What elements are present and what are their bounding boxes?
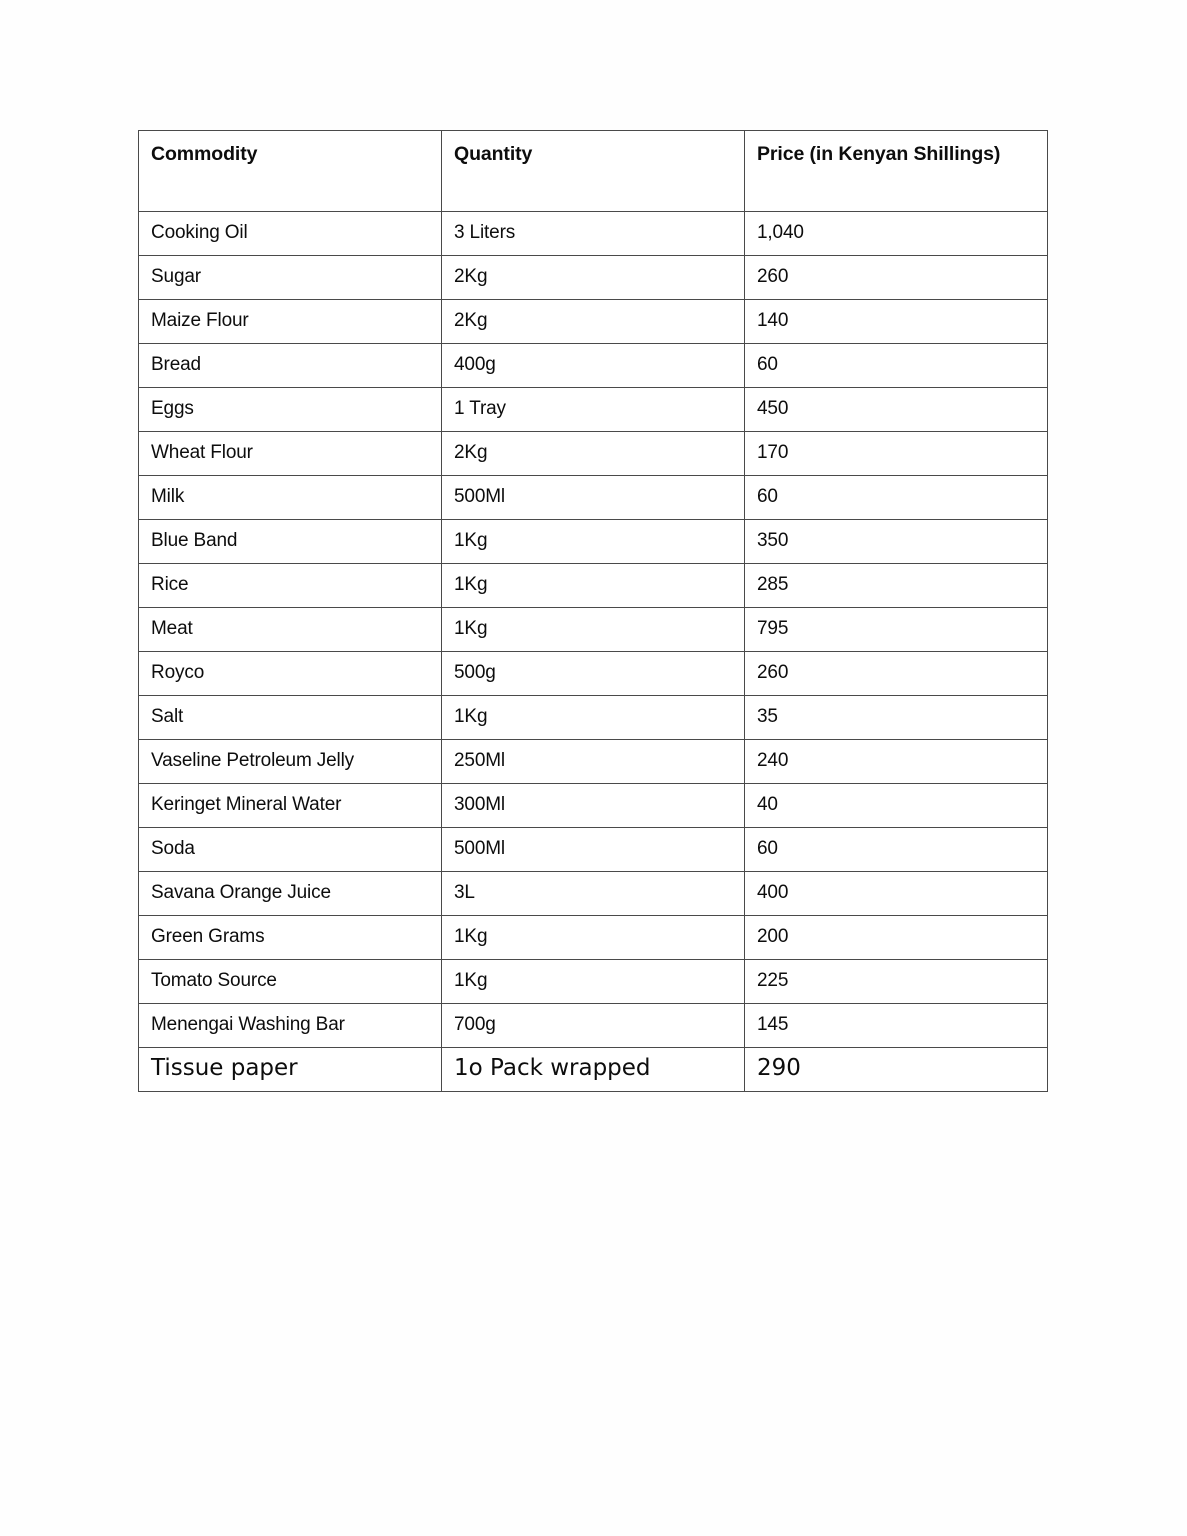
cell-commodity: [139, 344, 442, 388]
cell-price: [745, 212, 1048, 256]
cell-quantity: [442, 608, 745, 652]
cell-commodity: [139, 432, 442, 476]
cell-price: [745, 828, 1048, 872]
cell-quantity-text: 1Kg: [454, 574, 488, 595]
cell-commodity: [139, 784, 442, 828]
cell-quantity: [442, 828, 745, 872]
cell-quantity: [442, 1004, 745, 1048]
cell-quantity-text: 500Ml: [454, 486, 505, 507]
cell-quantity-text: 3L: [454, 882, 475, 903]
cell-price-text: 170: [757, 442, 789, 463]
cell-price: [745, 564, 1048, 608]
cell-price-text: 200: [757, 926, 789, 947]
cell-commodity-text: Vaseline Petroleum Jelly: [151, 750, 355, 771]
cell-price-text: 140: [757, 310, 789, 331]
cell-quantity: [442, 960, 745, 1004]
cell-commodity: [139, 564, 442, 608]
cell-quantity: [442, 740, 745, 784]
cell-price: [745, 872, 1048, 916]
cell-price-text: 60: [757, 486, 778, 507]
cell-quantity: [442, 256, 745, 300]
cell-price: [745, 696, 1048, 740]
cell-quantity: [442, 1048, 745, 1092]
table-row: [139, 696, 1048, 740]
cell-quantity-text: 1Kg: [454, 706, 488, 727]
cell-commodity-text: Wheat Flour: [151, 442, 253, 463]
table-row: [139, 388, 1048, 432]
cell-quantity: [442, 476, 745, 520]
cell-price: [745, 476, 1048, 520]
cell-price-text: 60: [757, 838, 778, 859]
cell-price-text: 240: [757, 750, 789, 771]
cell-commodity: [139, 652, 442, 696]
cell-price: [745, 432, 1048, 476]
cell-price: [745, 784, 1048, 828]
cell-commodity: [139, 1048, 442, 1092]
cell-commodity: [139, 960, 442, 1004]
cell-price-text: 35: [757, 706, 778, 727]
table-row: [139, 344, 1048, 388]
cell-price-text: 225: [757, 970, 789, 991]
cell-quantity-text: 1o Pack wrapped: [454, 1055, 651, 1081]
table-row: [139, 564, 1048, 608]
table-row: [139, 520, 1048, 564]
cell-commodity-text: Menengai Washing Bar: [151, 1014, 345, 1035]
cell-quantity-text: 700g: [454, 1014, 496, 1035]
cell-price-text: 795: [757, 618, 789, 639]
cell-price-text: 350: [757, 530, 789, 551]
cell-quantity-text: 1 Tray: [454, 398, 506, 419]
cell-quantity-text: 1Kg: [454, 530, 488, 551]
cell-quantity-text: 500g: [454, 662, 496, 683]
cell-quantity-text: 300Ml: [454, 794, 505, 815]
cell-quantity-text: 1Kg: [454, 618, 488, 639]
cell-commodity: [139, 608, 442, 652]
cell-price: [745, 388, 1048, 432]
cell-quantity: [442, 696, 745, 740]
cell-price: [745, 344, 1048, 388]
cell-price: [745, 652, 1048, 696]
cell-quantity-text: 250Ml: [454, 750, 505, 771]
cell-price: [745, 1004, 1048, 1048]
cell-commodity: [139, 520, 442, 564]
cell-quantity-text: 2Kg: [454, 442, 488, 463]
cell-price-text: 260: [757, 662, 789, 683]
cell-commodity-text: Cooking Oil: [151, 222, 248, 243]
cell-commodity-text: Meat: [151, 618, 193, 639]
cell-price-text: 1,040: [757, 222, 804, 243]
cell-commodity: [139, 476, 442, 520]
table-body: [139, 212, 1048, 1092]
cell-quantity: [442, 344, 745, 388]
cell-quantity-text: 400g: [454, 354, 496, 375]
cell-commodity: [139, 1004, 442, 1048]
cell-price: [745, 520, 1048, 564]
table-row: [139, 872, 1048, 916]
cell-quantity: [442, 916, 745, 960]
cell-quantity: [442, 872, 745, 916]
cell-price-text: 290: [757, 1055, 801, 1081]
cell-commodity: [139, 696, 442, 740]
cell-quantity-text: 1Kg: [454, 970, 488, 991]
cell-commodity-text: Tissue paper: [151, 1055, 298, 1081]
table-row: [139, 1048, 1048, 1092]
column-header-quantity: [442, 131, 745, 212]
cell-commodity-text: Rice: [151, 574, 189, 595]
cell-quantity: [442, 784, 745, 828]
table-row: [139, 256, 1048, 300]
cell-quantity: [442, 520, 745, 564]
cell-commodity-text: Bread: [151, 354, 201, 375]
table-row: [139, 608, 1048, 652]
cell-price-text: 60: [757, 354, 778, 375]
cell-commodity-text: Maize Flour: [151, 310, 249, 331]
column-header-price: [745, 131, 1048, 212]
cell-quantity-text: 3 Liters: [454, 222, 516, 243]
cell-price: [745, 916, 1048, 960]
cell-commodity-text: Green Grams: [151, 926, 265, 947]
table-row: [139, 476, 1048, 520]
cell-price: [745, 608, 1048, 652]
table-row: [139, 652, 1048, 696]
cell-quantity: [442, 432, 745, 476]
cell-price-text: 285: [757, 574, 789, 595]
cell-commodity-text: Blue Band: [151, 530, 238, 551]
cell-quantity-text: 500Ml: [454, 838, 505, 859]
cell-price-text: 400: [757, 882, 789, 903]
column-header-price-label: Price (in Kenyan Shillings): [757, 143, 1001, 165]
cell-commodity-text: Eggs: [151, 398, 194, 419]
cell-price: [745, 740, 1048, 784]
cell-quantity: [442, 212, 745, 256]
cell-price: [745, 960, 1048, 1004]
cell-price-text: 40: [757, 794, 778, 815]
cell-commodity-text: Milk: [151, 486, 185, 507]
table-row: [139, 828, 1048, 872]
table-header-row: [139, 131, 1048, 212]
cell-price: [745, 1048, 1048, 1092]
table-header: [139, 131, 1048, 212]
cell-commodity: [139, 916, 442, 960]
column-header-commodity: [139, 131, 442, 212]
cell-commodity-text: Royco: [151, 662, 205, 683]
cell-price: [745, 256, 1048, 300]
cell-quantity: [442, 388, 745, 432]
cell-commodity: [139, 256, 442, 300]
cell-commodity: [139, 872, 442, 916]
cell-price: [745, 300, 1048, 344]
table-row: [139, 916, 1048, 960]
commodity-price-table: [138, 130, 1048, 1092]
cell-quantity-text: 2Kg: [454, 310, 488, 331]
table-row: [139, 784, 1048, 828]
cell-price-text: 450: [757, 398, 789, 419]
cell-commodity: [139, 388, 442, 432]
table-row: [139, 300, 1048, 344]
cell-commodity-text: Tomato Source: [151, 970, 277, 991]
table-row: [139, 1004, 1048, 1048]
cell-quantity: [442, 564, 745, 608]
cell-quantity: [442, 300, 745, 344]
cell-quantity: [442, 652, 745, 696]
cell-commodity: [139, 740, 442, 784]
cell-commodity-text: Savana Orange Juice: [151, 882, 331, 903]
cell-commodity: [139, 828, 442, 872]
table-row: [139, 212, 1048, 256]
column-header-quantity-label: Quantity: [454, 143, 533, 165]
cell-commodity-text: Keringet Mineral Water: [151, 794, 342, 815]
cell-quantity-text: 1Kg: [454, 926, 488, 947]
cell-commodity: [139, 212, 442, 256]
cell-quantity-text: 2Kg: [454, 266, 488, 287]
cell-commodity-text: Sugar: [151, 266, 201, 287]
cell-price-text: 145: [757, 1014, 789, 1035]
table-row: [139, 740, 1048, 784]
column-header-commodity-label: Commodity: [151, 143, 258, 165]
table-row: [139, 432, 1048, 476]
cell-commodity-text: Soda: [151, 838, 195, 859]
cell-commodity: [139, 300, 442, 344]
table-row: [139, 960, 1048, 1004]
cell-commodity-text: Salt: [151, 706, 184, 727]
cell-price-text: 260: [757, 266, 789, 287]
